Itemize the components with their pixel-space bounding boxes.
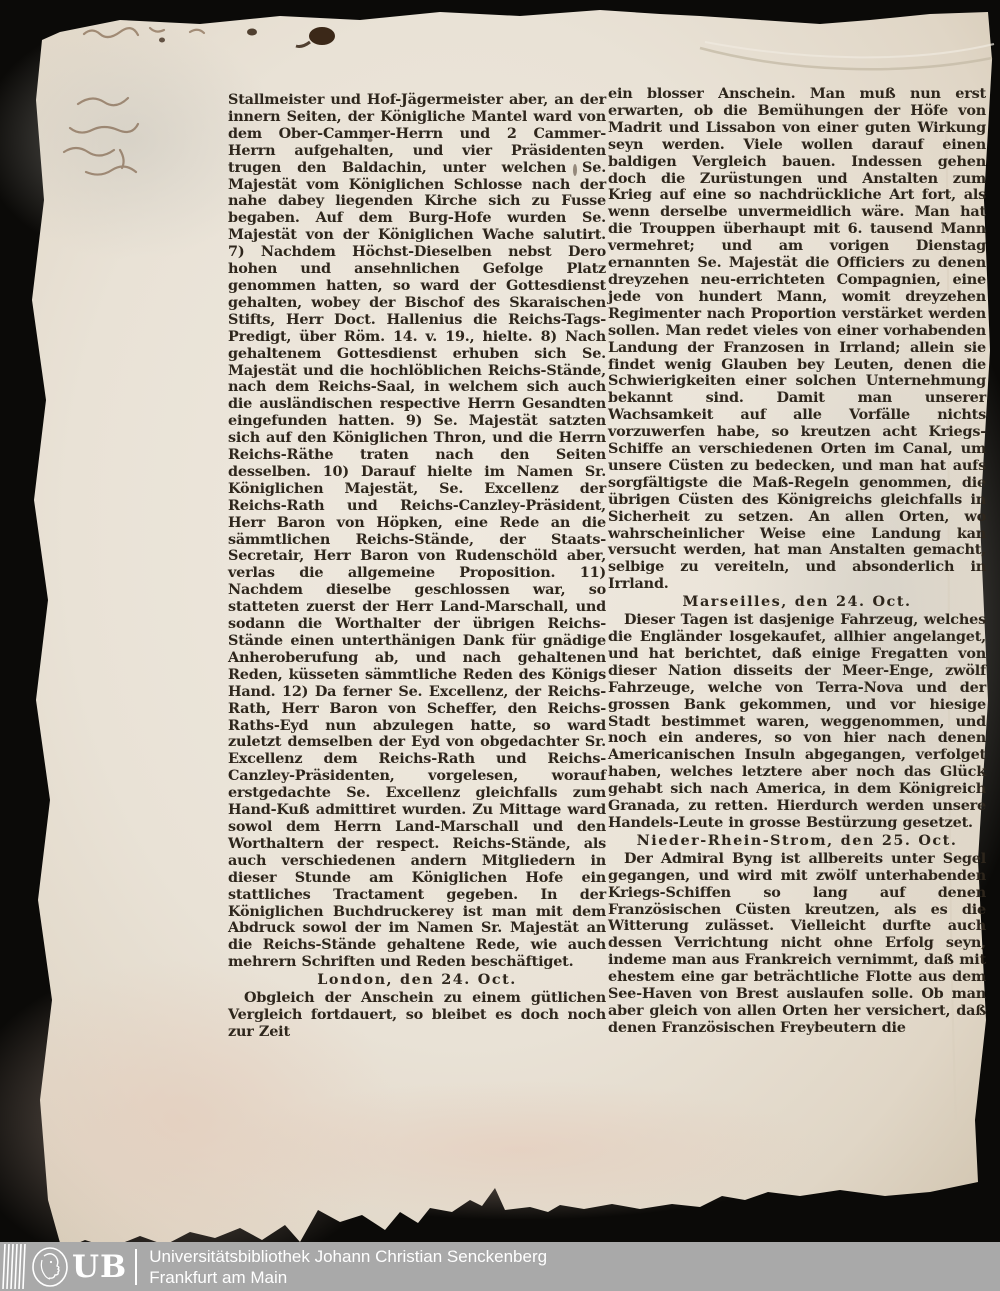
- logo-divider: [135, 1249, 137, 1285]
- body-paragraph: Der Admiral Byng ist allbereits unter Segel gegangen, und wird mit zwölf unterhabenden Kriegs-Schiffen so lang auf denen Französischen Cüsten kreutzen, als es die Witterung zulässet. Vielleicht durfte auch dessen Verrichtung nicht ohne Erfolg seyn, indeme man aus Frankreich vernimmt, daß mit ehestem eine gar beträchtliche Flotte aus dem See-Haven von Brest auslaufen solle. Ob man aber gleich von allen Orten her versichert, daß denen Französischen Freybeutern die: [608, 849, 986, 1036]
- body-paragraph: Stallmeister und Hof-Jägermeister aber, an der innern Seiten, der Königliche Mantel ward von dem Ober-Cammer-Herrn und 2 Cammer-Herrn aufgehalten, und vier Präsidenten trugen den Baldachin, unter welchen Se. Majestät vom Königlichen Schlosse nach der nahe dabey liegenden Kirche sich zu Fusse begaben. Auf dem Burg-Hofe wurden Se. Majestät von der Königlichen Wache salutirt. 7) Nachdem Höchst-Dieselben nebst Dero hohen und ansehnlichen Gefolge Platz genommen hatten, so ward der Gottesdienst gehalten, wobey der Bischof des Skaraischen Stifts, Herr Doct. Hallenius die Reichs-Tags-Predigt, über Röm. 14. v. 19., hielte. 8) Nach gehaltenem Gottesdienst erhuben sich Se. Majestät und die hochlöblichen Reichs-Stände, nach dem Reichs-Saal, in welchem sich auch die ausländischen respective Herrn Gesandten eingefunden hatten. 9) Se. Majestät satzten sich auf den Königlichen Thron, und die Herrn Reichs-Räthe traten nach den Seiten desselben. 10) Darauf hielte im Namen Sr. Königlichen Majestät, Se. Excellenz der Reichs-Rath und Reichs-Canzley-Präsident, Herr Baron von Höpken, eine Rede an die sämmtlichen Reichs-Stände, der Staats-Secretair, Herr Baron von Rudenschöld aber, verlas die allgemeine Proposition. 11) Nachdem dieselbe geschlossen war, so statteten zuerst der Herr Land-Marschall, und sodann die Worthalter der übrigen Reichs-Stände einen unterthänigen Dank für gnädige Anheroberufung ab, und nach gehaltenen Reden, küsseten sämmtliche Reden des Königs Hand. 12) Da ferner Se. Excellenz, der Reichs-Rath, Herr Baron von Scheffer, den Reichs-Raths-Eyd nun abzulegen hatte, so ward zuletzt demselben der Eyd von obgedachter Sr. Excellenz dem Reichs-Rath und Reichs-Canzley-Präsidenten, vorgelesen, worauf erstgedachte Se. Excellenz gleichfalls zum Hand-Kuß admittiret wurden. Zu Mittage ward sowol dem Herrn Land-Marschall und den Worthaltern der respect. Reichs-Stände, als auch verschiedenen andern Mitgliedern in dieser Stunde am Königlichen Hofe ein stattliches Tractament gegeben. In der Königlichen Buchdruckerey ist man mit dem Abdruck sowol der im Namen Sr. Majestät an die Reichs-Stände gehaltene Rede, wie auch mehrern Schriften und Reden beschäftiget.: [228, 91, 606, 971]
- institution-block: [149, 1246, 547, 1288]
- library-footer-banner: [0, 1242, 1000, 1291]
- goethe-portrait-icon: [30, 1246, 70, 1288]
- library-logo: [0, 1242, 137, 1291]
- left-text-column: [228, 92, 606, 1087]
- dateline-heading: London, den 24. Oct.: [317, 971, 517, 989]
- body-paragraph: Obgleich der Anschein zu einem gütlichen Vergleich fortdauert, so bleibet es doch noch zur Zeit: [228, 989, 606, 1040]
- institution-name: Universitätsbibliothek Johann Christian Senckenberg: [149, 1246, 548, 1266]
- book-pages-icon: [2, 1242, 26, 1291]
- paper-stain: [220, 1080, 820, 1220]
- dateline-heading: Marseilles, den 24. Oct.: [682, 593, 912, 611]
- body-paragraph: Dieser Tagen ist dasjenige Fahrzeug, welches die Engländer losgekaufet, allhier angelanget, und hat berichtet, daß einige Fregatten von dieser Nation disseits der Meer-Enge, zwölf Fahrzeuge, welche von Terra-Nova und der grossen Bank gekommen, und vor hiesige Stadt bestimmet waren, weggenommen, und noch ein anderes, so von hier nach denen Americanischen Insuln abgegangen, verfolget haben, welches letztere aber noch das Glück gehabt sich nach America, in dem Königreich Granada, zu retten. Hierdurch werden unsere Handels-Leute in grosse Bestürzung gesetzet.: [608, 611, 986, 831]
- ub-logo-text: UB: [72, 1249, 128, 1285]
- institution-city: Frankfurt am Main: [149, 1267, 288, 1287]
- right-text-column: [608, 86, 986, 1091]
- dateline-heading: Nieder-Rhein-Strom, den 25. Oct.: [636, 831, 958, 849]
- body-paragraph: ein blosser Anschein. Man muß nun erst erwarten, ob die Bemühungen der Höfe von Madrit und Lissabon von einer guten Wirkung seyn werden. Viele wollen darauf einen baldigen Vergleich bauen. Indessen gehen doch die Zurüstungen und Anstalten zum Krieg auf eine so nachdrückliche Art fort, als wenn derselbe unvermeidlich wäre. Man hat die Trouppen überhaupt mit 6. tausend Mann vermehret; und am vorigen Dienstag ernannten Se. Majestät die Officiers zu denen dreyzehen neu-errichteten Compagnien, eine jede von hundert Mann, womit dreyzehen Regimenter nach Proportion verstärket werden sollen. Man redet vieles von einer vorhabenden Landung der Franzosen in Irrland; allein sie findet wenig Glauben bey Leuten, denen die Schwierigkeiten einer solchen Unternehmung bekannt sind. Damit man unserer Wachsamkeit auf alle Vorfälle nichts vorzuwerfen habe, so kreutzen acht Kriegs-Schiffe an verschiedenen Orten im Canal, um unsere Cüsten zu bedecken, und man hat aufs sorgfältigste die Maß-Regeln genommen, die übrigen Cüsten des Königreichs gleichfalls in Sicherheit zu setzen. An allen Orten, wo wahrscheinlicher Weise eine Landung kan versucht werden, hat man Anstalten gemacht, selbige zu vereiteln, und absonderlich in Irrland.: [608, 85, 986, 593]
